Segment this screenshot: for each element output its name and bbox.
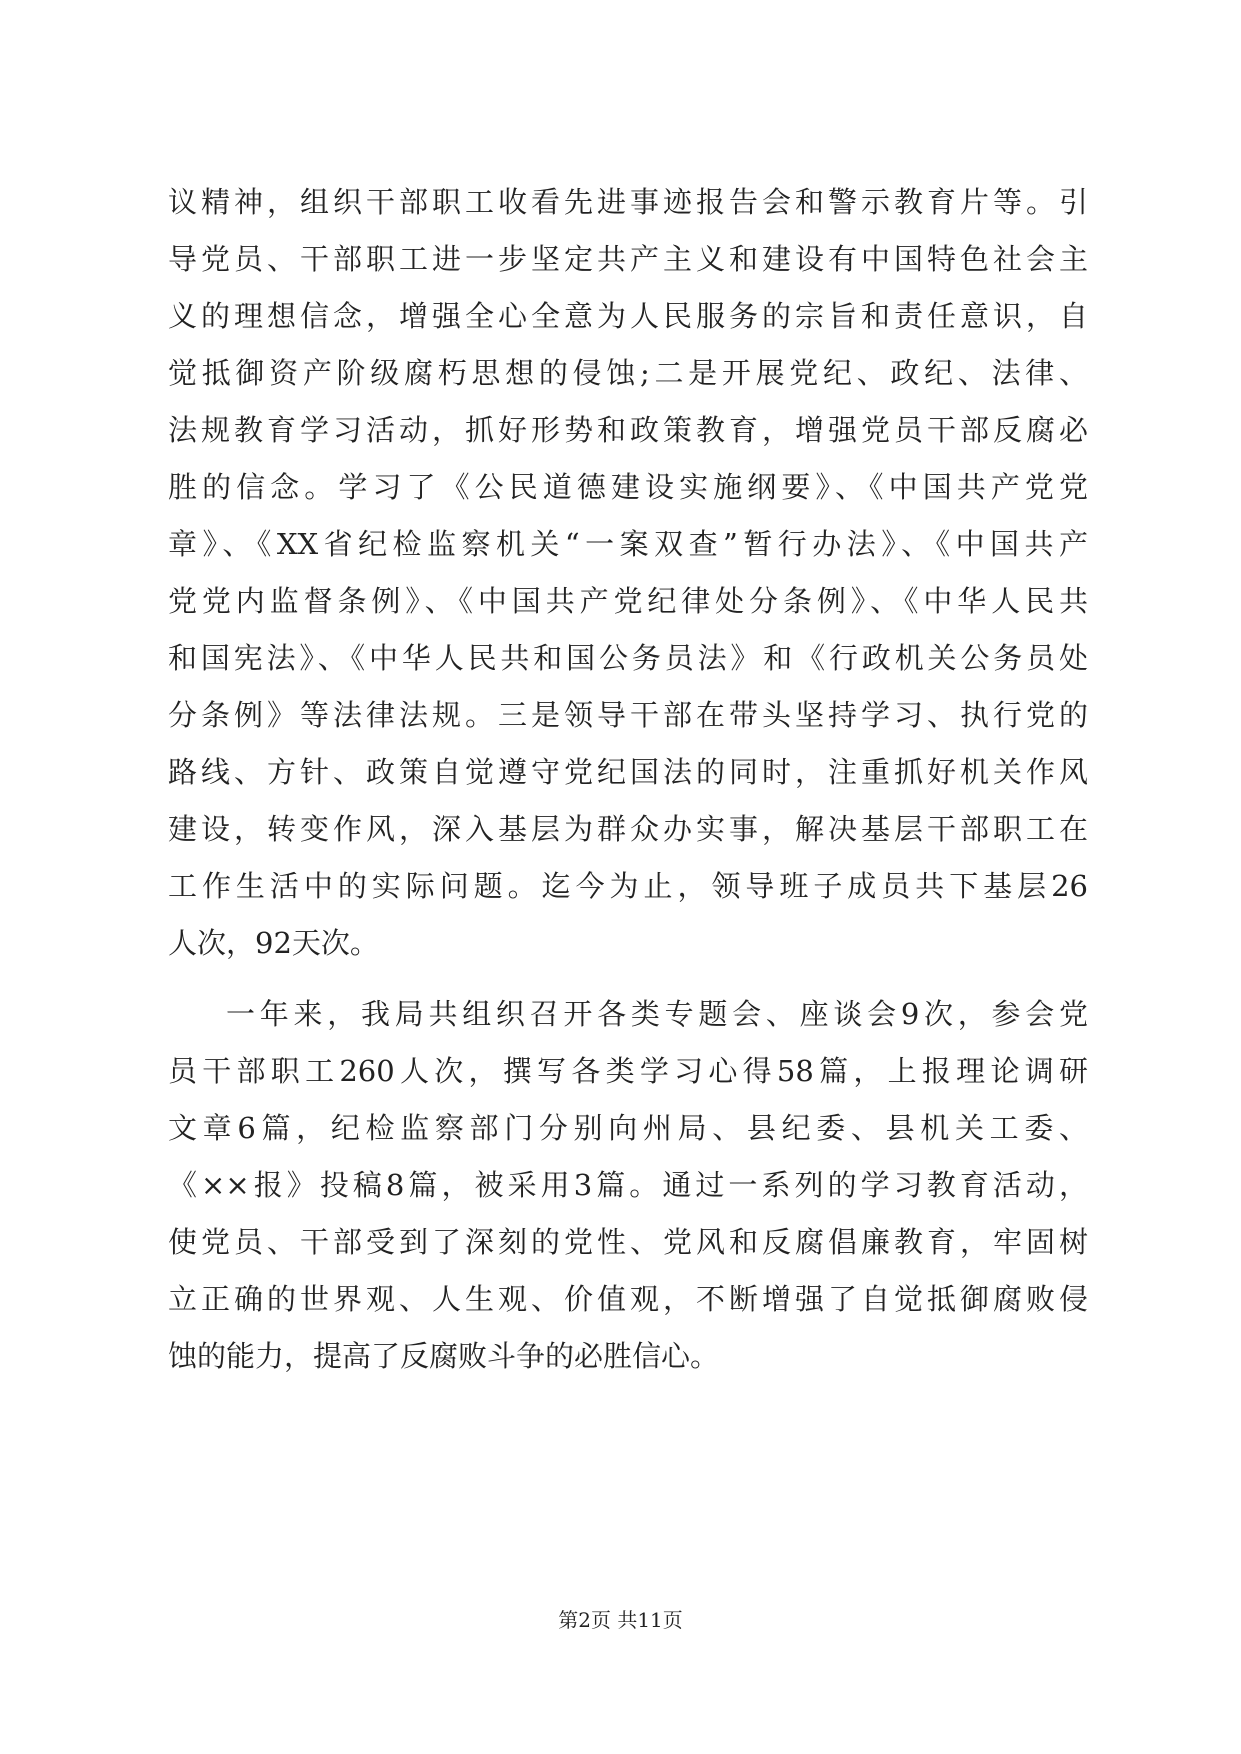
- paragraph-line: 一年来，我局共组织召开各类专题会、座谈会9次，参会党: [226, 997, 1088, 1031]
- paragraph-line: 法规教育学习活动，抓好形势和政策教育，增强党员干部反腐必: [168, 413, 1088, 447]
- paragraph-line: 导党员、干部职工进一步坚定共产主义和建设有中国特色社会主: [168, 242, 1088, 276]
- paragraph-line: 文章6篇，纪检监察部门分别向州局、县纪委、县机关工委、: [168, 1111, 1088, 1145]
- paragraph-line: 立正确的世界观、人生观、价值观，不断增强了自觉抵御腐败侵: [168, 1282, 1088, 1316]
- paragraph-line: 分条例》等法律法规。三是领导干部在带头坚持学习、执行党的: [168, 698, 1088, 732]
- paragraph-line: 和国宪法》、《中华人民共和国公务员法》和《行政机关公务员处: [168, 641, 1088, 675]
- paragraph-line: 员干部职工260人次，撰写各类学习心得58篇，上报理论调研: [168, 1054, 1088, 1088]
- paragraph-line: 胜的信念。学习了《公民道德建设实施纲要》、《中国共产党党: [168, 470, 1088, 504]
- paragraph-line: 觉抵御资产阶级腐朽思想的侵蚀;二是开展党纪、政纪、法律、: [168, 356, 1088, 390]
- paragraph-line: 议精神，组织干部职工收看先进事迹报告会和警示教育片等。引: [168, 185, 1088, 219]
- paragraph-line: 使党员、干部受到了深刻的党性、党风和反腐倡廉教育，牢固树: [168, 1225, 1088, 1259]
- paragraph-line: 路线、方针、政策自觉遵守党纪国法的同时，注重抓好机关作风: [168, 755, 1088, 789]
- paragraph-line: 工作生活中的实际问题。迄今为止，领导班子成员共下基层26: [168, 869, 1088, 903]
- page-number-footer: 第2页 共11页: [558, 1608, 683, 1632]
- paragraph-line: 蚀的能力，提高了反腐败斗争的必胜信心。: [168, 1339, 720, 1373]
- paragraph-line: 义的理想信念，增强全心全意为人民服务的宗旨和责任意识，自: [168, 299, 1088, 333]
- paragraph-line: 章》、《XX省纪检监察机关“一案双查”暂行办法》、《中国共产: [168, 527, 1088, 561]
- paragraph-line: 《××报》投稿8篇，被采用3篇。通过一系列的学习教育活动，: [168, 1168, 1088, 1202]
- paragraph-line: 人次，92天次。: [168, 926, 379, 960]
- paragraph-line: 党党内监督条例》、《中国共产党纪律处分条例》、《中华人民共: [168, 584, 1088, 618]
- paragraph-line: 建设，转变作风，深入基层为群众办实事，解决基层干部职工在: [168, 812, 1088, 846]
